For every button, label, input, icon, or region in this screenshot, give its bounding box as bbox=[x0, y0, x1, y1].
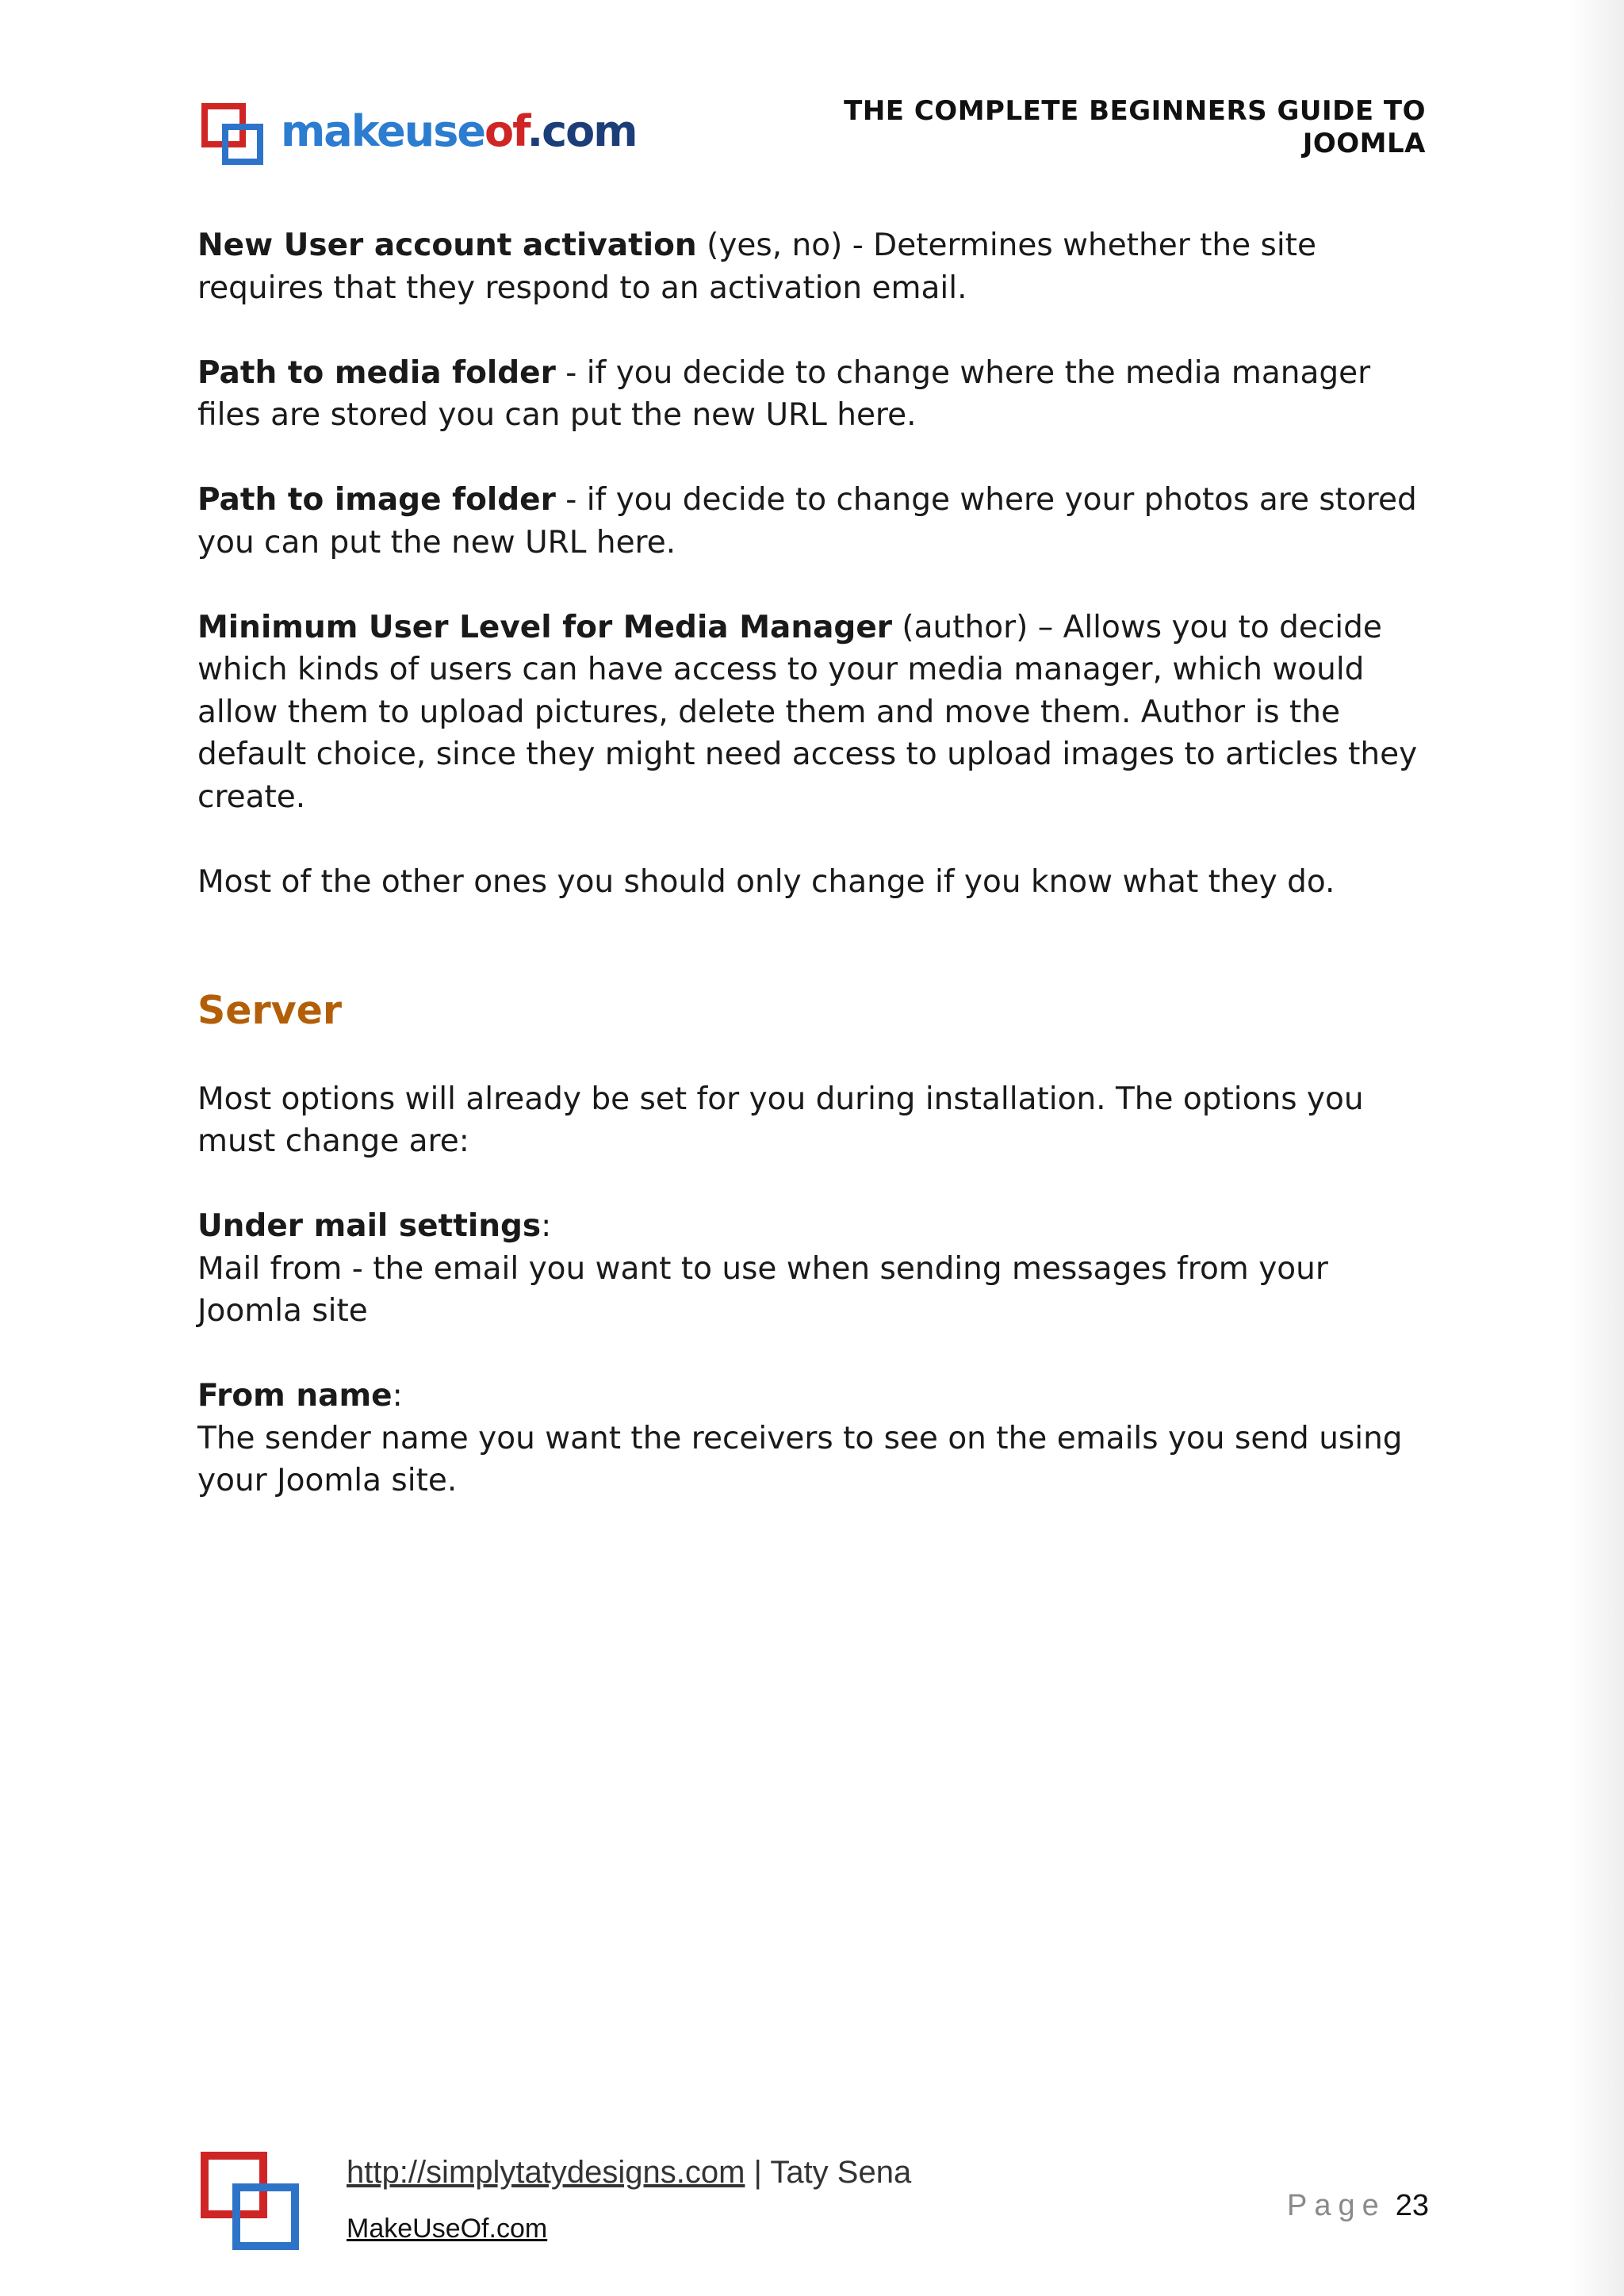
document-title bbox=[712, 95, 1426, 160]
paragraph-server-intro: Most options will already be set for you during installation. The options you must change are: bbox=[197, 1081, 1364, 1160]
page-number bbox=[1287, 2188, 1429, 2225]
term-user-activation: New User account activation bbox=[197, 228, 697, 263]
page-number-value: 23 bbox=[1395, 2189, 1429, 2222]
document-title-line1: THE COMPLETE BEGINNERS GUIDE TO bbox=[844, 95, 1426, 127]
document-title-line2: JOOMLA bbox=[1302, 128, 1426, 159]
paragraph-media-folder: Path to media folder - if you decide to change where the media manager files are stored you can put the new URL here. bbox=[197, 354, 1371, 433]
page-content bbox=[197, 224, 1434, 1544]
section-heading-server: Server bbox=[197, 988, 343, 1033]
term-media-manager-level: Minimum User Level for Media Manager bbox=[197, 609, 893, 645]
term-mail-settings: Under mail settings bbox=[197, 1208, 542, 1245]
paragraph-other-options: Most of the other ones you should only change if you know what they do. bbox=[197, 863, 1335, 900]
footer-author: | Taty Sena bbox=[745, 2155, 912, 2190]
paragraph-image-folder: Path to image folder - if you decide to change where your photos are stored you can put the new URL here. bbox=[197, 482, 1417, 561]
paragraph-media-manager-level: Minimum User Level for Media Manager (author) – Allows you to decide which kinds of users can have access to your media manager, which would allow them to upload pictures, delete them and move them. Author is the default choice, since they might need access to upload images to articles they create. bbox=[197, 609, 1418, 815]
logo-wordmark: makeuseof.com bbox=[281, 106, 637, 156]
page-edge-shadow bbox=[1568, 0, 1624, 2296]
term-from-name: From name bbox=[197, 1378, 393, 1414]
page-label: Page bbox=[1286, 2189, 1386, 2222]
paragraph-mail-settings: Under mail settings: Mail from - the email you want to use when sending messages from your Joomla site bbox=[197, 1208, 1328, 1330]
paragraph-user-activation: New User account activation (yes, no) - Determines whether the site requires that they respond to an activation email. bbox=[197, 228, 1316, 306]
term-image-folder: Path to image folder bbox=[197, 482, 556, 518]
term-media-folder: Path to media folder bbox=[197, 354, 556, 391]
footer-logo-icon bbox=[201, 2152, 299, 2250]
makeuseof-logo bbox=[198, 100, 637, 163]
makeuseof-logo-icon bbox=[198, 100, 262, 163]
footer-url-link[interactable]: http://simplytatydesigns.com bbox=[347, 2155, 745, 2190]
footer-site-link[interactable]: MakeUseOf.com bbox=[347, 2214, 548, 2244]
paragraph-from-name: From name: The sender name you want the receivers to see on the emails you send using your Joomla site. bbox=[197, 1378, 1403, 1499]
footer-author-line bbox=[347, 2153, 911, 2191]
